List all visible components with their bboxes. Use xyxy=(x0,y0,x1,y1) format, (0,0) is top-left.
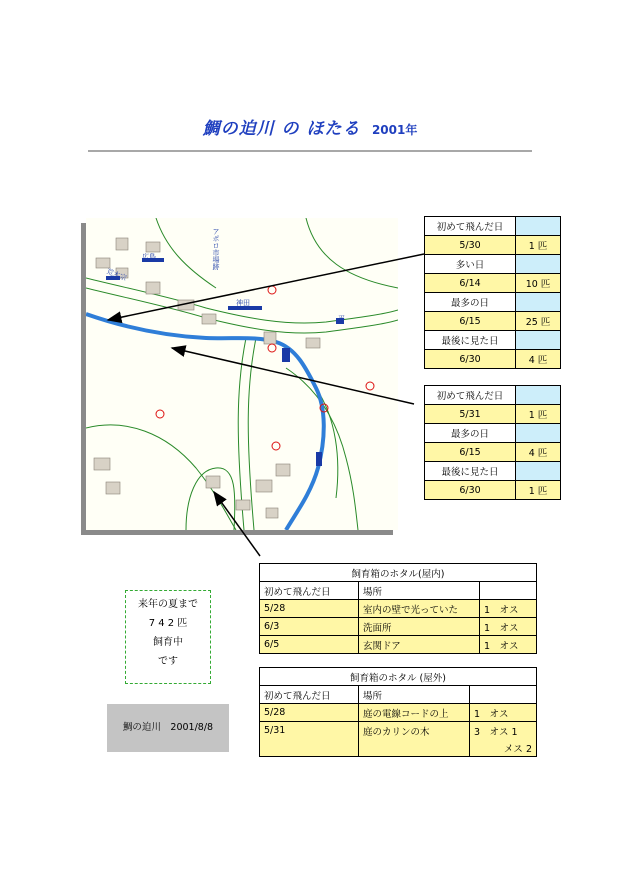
note-line: 来年の夏まで xyxy=(138,599,198,610)
map-label-c: 神田 xyxy=(236,299,250,307)
keeping-note xyxy=(125,590,211,684)
indoor-date: 6/5 xyxy=(260,636,359,654)
outdoor-count: メス 2 xyxy=(470,739,537,757)
title-main: 鯛の迫川 の ほたる xyxy=(202,119,361,139)
outdoor-date: 5/31 xyxy=(260,722,359,740)
table2-blank xyxy=(516,424,561,443)
table1-date: 6/15 xyxy=(425,312,516,331)
table2-date: 6/15 xyxy=(425,443,516,462)
table-row xyxy=(260,739,537,757)
table1-count: 1 匹 xyxy=(516,236,561,255)
note-line: 7 4 2 匹 xyxy=(148,618,188,629)
table2-label: 最後に見た日 xyxy=(425,462,516,481)
table1-count: 10 匹 xyxy=(516,274,561,293)
indoor-header-place: 場所 xyxy=(359,582,480,600)
map-label-a: 荒木宗 xyxy=(105,267,128,283)
indoor-count: 1 オス xyxy=(480,636,537,654)
indoor-date: 5/28 xyxy=(260,600,359,618)
indoor-table xyxy=(259,563,537,654)
indoor-count: 1 オス xyxy=(480,600,537,618)
outdoor-table xyxy=(259,667,537,757)
table2-date: 5/31 xyxy=(425,405,516,424)
table-row xyxy=(260,704,537,722)
sighting-table-2 xyxy=(424,385,561,500)
table1-blank xyxy=(516,293,561,312)
table1-label: 多い日 xyxy=(425,255,516,274)
title-year: 2001年 xyxy=(371,123,418,137)
table2-blank xyxy=(516,462,561,481)
outdoor-count: 3 オス 1 xyxy=(470,722,537,740)
indoor-count: 1 オス xyxy=(480,618,537,636)
table1-count: 4 匹 xyxy=(516,350,561,369)
table1-count: 25 匹 xyxy=(516,312,561,331)
table1-date: 6/14 xyxy=(425,274,516,293)
table-row xyxy=(260,636,537,654)
map-label-street: アポロ市場跡 xyxy=(212,228,220,270)
outdoor-count: 1 オス xyxy=(470,704,537,722)
table1-blank xyxy=(516,331,561,350)
outdoor-place: 庭のカリンの木 xyxy=(359,722,470,740)
indoor-header-date: 初めて飛んだ日 xyxy=(260,582,359,600)
table-row xyxy=(260,722,537,740)
outdoor-caption: 飼育箱のホタル (屋外) xyxy=(260,668,537,686)
table1-date: 6/30 xyxy=(425,350,516,369)
indoor-date: 6/3 xyxy=(260,618,359,636)
table1-label: 最多の日 xyxy=(425,293,516,312)
outdoor-place xyxy=(359,739,470,757)
table1-date: 5/30 xyxy=(425,236,516,255)
table2-count: 1 匹 xyxy=(516,481,561,500)
table-row xyxy=(260,600,537,618)
note-line: です xyxy=(158,656,178,667)
table1-label: 初めて飛んだ日 xyxy=(425,217,516,236)
indoor-caption: 飼育箱のホタル(屋内) xyxy=(260,564,537,582)
map-label-b: 広島 xyxy=(142,253,156,261)
table1-blank xyxy=(516,217,561,236)
indoor-place: 室内の壁で光っていた xyxy=(359,600,480,618)
outdoor-header-count xyxy=(470,686,537,704)
table2-date: 6/30 xyxy=(425,481,516,500)
table2-label: 最多の日 xyxy=(425,424,516,443)
note-line: 飼育中 xyxy=(153,637,183,648)
outdoor-date: 5/28 xyxy=(260,704,359,722)
table2-label: 初めて飛んだ日 xyxy=(425,386,516,405)
indoor-header-count xyxy=(480,582,537,600)
indoor-place: 洗面所 xyxy=(359,618,480,636)
table2-count: 1 匹 xyxy=(516,405,561,424)
outdoor-place: 庭の電線コードの上 xyxy=(359,704,470,722)
outdoor-date xyxy=(260,739,359,757)
sighting-table-1 xyxy=(424,216,561,369)
table1-blank xyxy=(516,255,561,274)
table2-blank xyxy=(516,386,561,405)
outdoor-header-place: 場所 xyxy=(359,686,470,704)
table2-count: 4 匹 xyxy=(516,443,561,462)
signature: 鯛の迫川 2001/8/8 xyxy=(107,704,229,752)
outdoor-header-date: 初めて飛んだ日 xyxy=(260,686,359,704)
table-row xyxy=(260,618,537,636)
table1-label: 最後に見た日 xyxy=(425,331,516,350)
map-label-d: 平 xyxy=(338,315,345,323)
indoor-place: 玄関ドア xyxy=(359,636,480,654)
